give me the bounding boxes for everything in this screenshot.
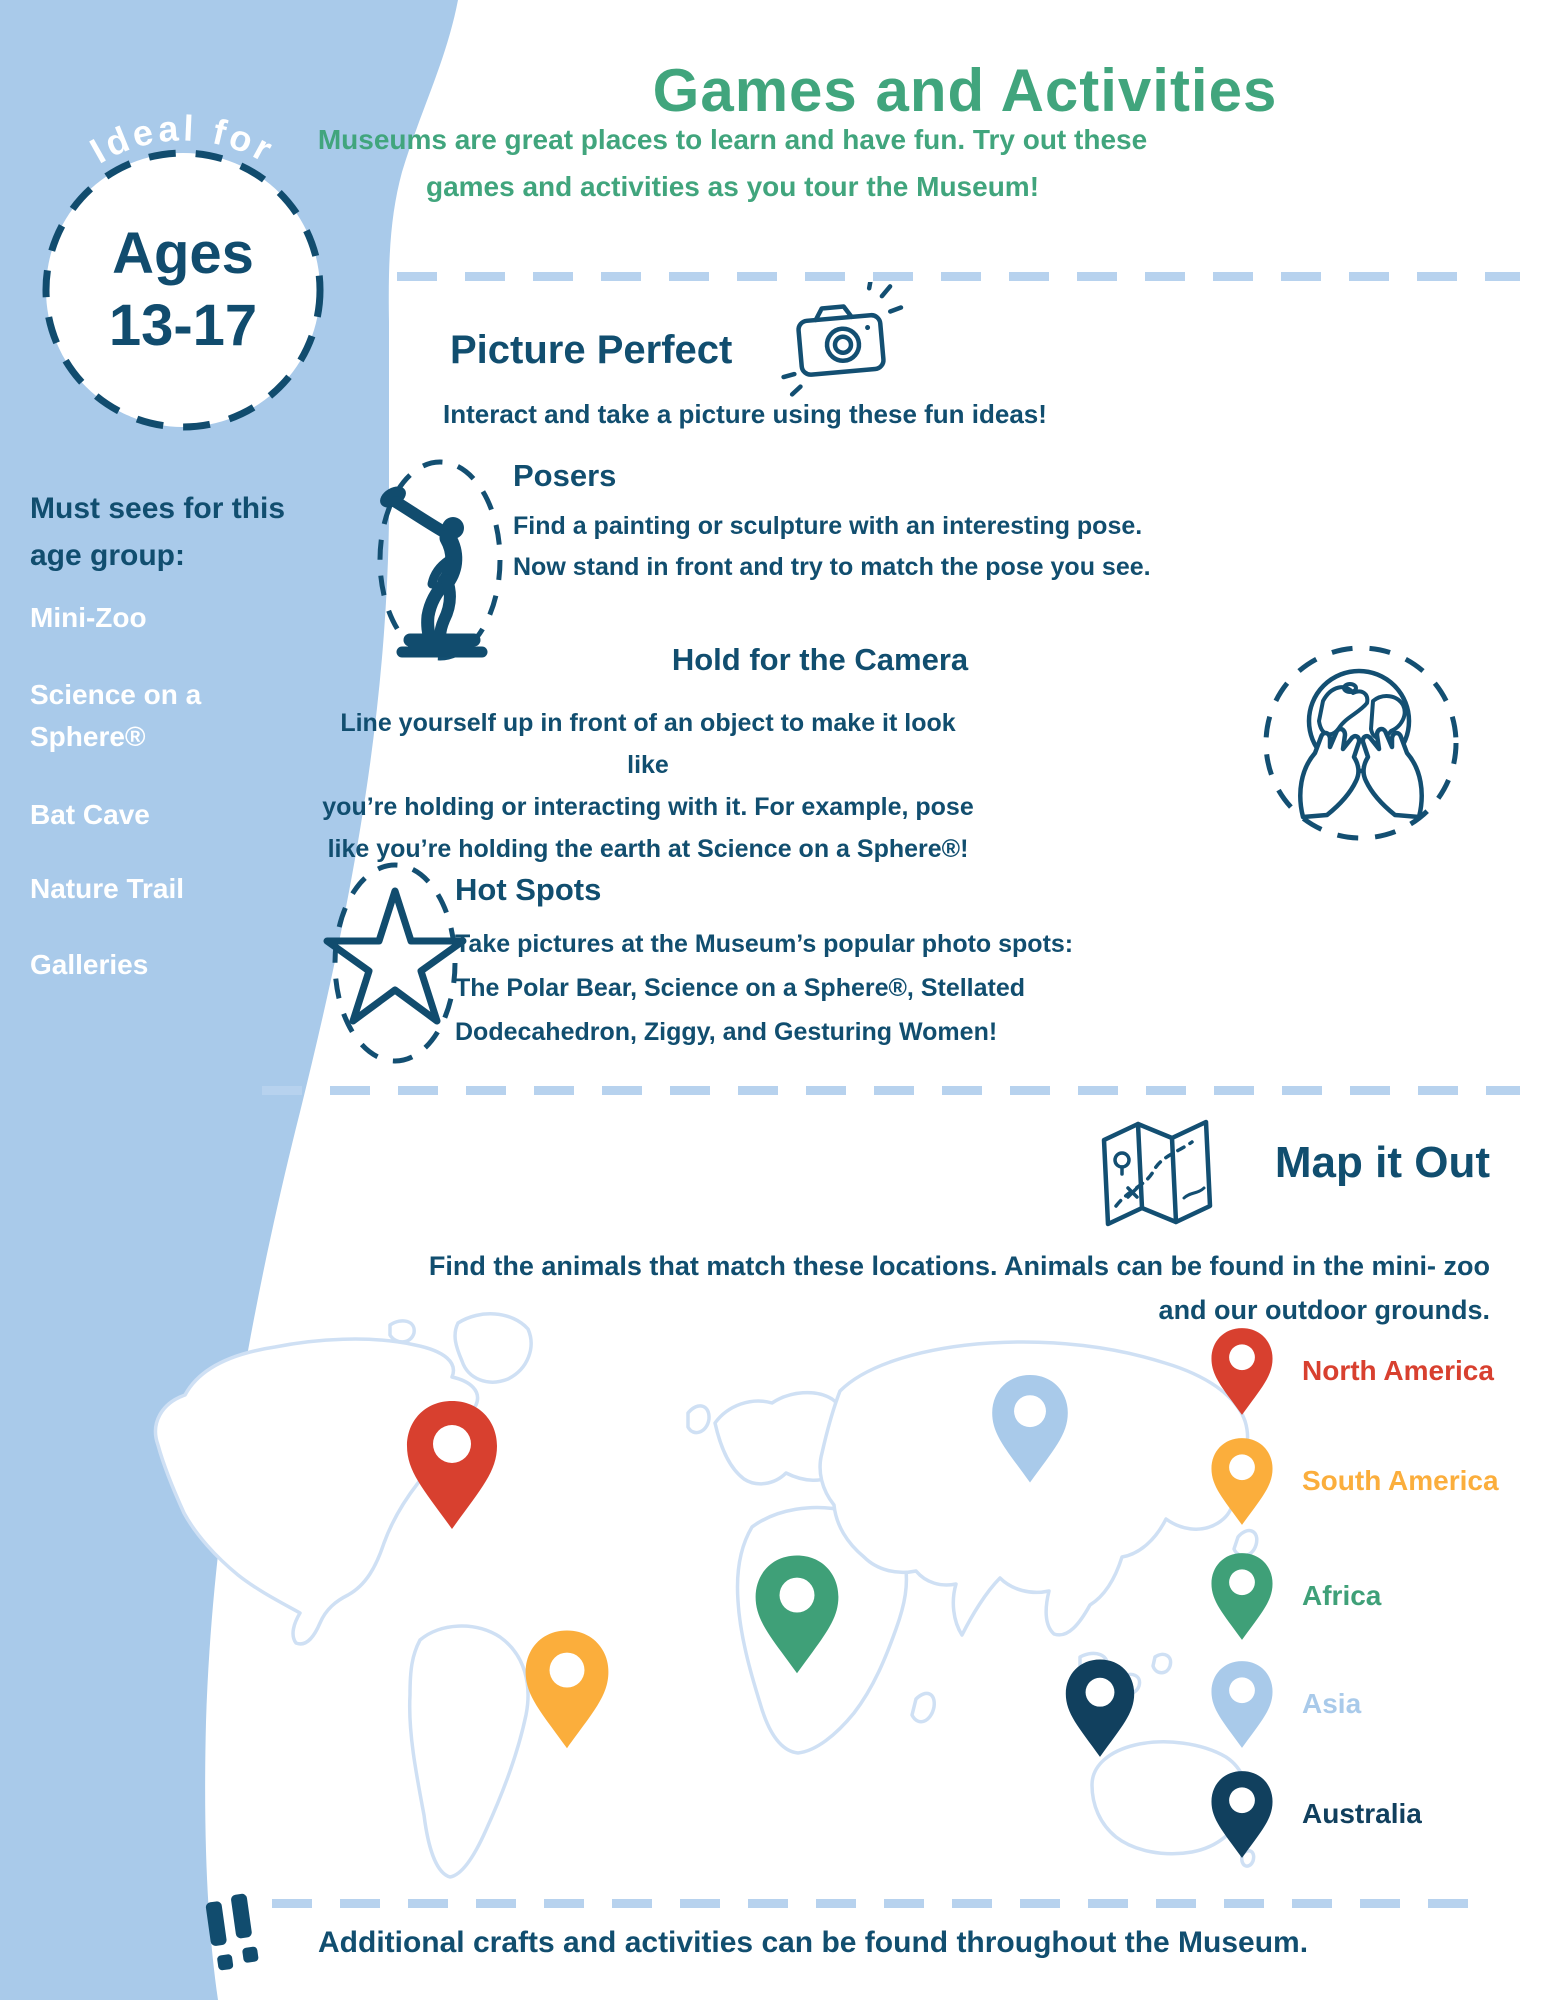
legend-pin-asia (1208, 1657, 1276, 1752)
ages-word: Ages (112, 221, 254, 286)
sidebar-heading-line1: Must sees for this (30, 492, 286, 525)
posers-text (513, 506, 1151, 588)
legend-row-africa (1208, 1548, 1381, 1644)
sidebar-item-science-on-a-sphere: Science on a Sphere® (30, 679, 202, 752)
camera-icon (770, 282, 920, 407)
legend-pin-north-america (1208, 1324, 1276, 1419)
double-exclamation-icon (200, 1893, 272, 1977)
hot-spots-text (455, 922, 1073, 1054)
page-title: Games and Activities (652, 57, 1278, 124)
legend-label-australia: Australia (1302, 1798, 1422, 1829)
dashed-divider-middle (262, 1086, 1520, 1095)
hot-spots-line3: Dodecahedron, Ziggy, and Gesturing Women! (455, 1018, 998, 1046)
hold-for-camera-heading: Hold for the Camera (671, 642, 969, 677)
legend-label-north-america: North America (1302, 1355, 1494, 1386)
map-intro-line1: Find the animals that match these locations. Animals can be found in the mini- zoo (428, 1251, 1490, 1281)
legend-row-asia (1208, 1656, 1361, 1752)
hold-for-camera-line1: Line yourself up in front of an object to make it look like (340, 709, 956, 779)
discus-statue-icon (368, 452, 518, 668)
hot-spots-line2: The Polar Bear, Science on a Sphere®, Stellated (455, 974, 1026, 1002)
page-subtitle-line2: games and activities as you tour the Museum! (425, 171, 1040, 202)
legend-pin-south-america (1208, 1434, 1276, 1529)
hold-for-camera-line3: like you’re holding the earth at Science on a Sphere®! (327, 835, 969, 863)
picture-perfect-heading: Picture Perfect (450, 328, 733, 372)
legend-row-australia (1208, 1766, 1422, 1862)
world-map (140, 1295, 1260, 1895)
map-it-out-heading: Map it Out (1274, 1138, 1490, 1187)
ages-badge (0, 0, 420, 560)
legend-label-africa: Africa (1302, 1580, 1382, 1611)
map-pin-south-america (526, 1631, 609, 1749)
sidebar-heading-line2: age group: (30, 539, 185, 572)
picture-perfect-intro: Interact and take a picture using these fun ideas! (443, 399, 1047, 429)
hot-spots-heading: Hot Spots (455, 872, 602, 907)
footer-note: Additional crafts and activities can be found throughout the Museum. (318, 1926, 1309, 1959)
continent-south-america (410, 1626, 528, 1877)
dashed-divider-bottom (272, 1899, 1490, 1908)
hot-spots-line1: Take pictures at the Museum’s popular photo spots: (455, 930, 1074, 958)
earth-in-hands-icon (1255, 637, 1467, 849)
hold-for-camera-line2: you’re holding or interacting with it. For example, pose (322, 793, 974, 821)
posers-text-line1: Find a painting or sculpture with an interesting pose. (513, 512, 1143, 540)
sidebar-item-nature-trail: Nature Trail (30, 873, 185, 904)
sidebar-heading (30, 485, 330, 579)
legend-label-asia: Asia (1302, 1688, 1362, 1719)
sidebar-item-mini-zoo: Mini-Zoo (30, 602, 147, 633)
legend-pin-australia (1208, 1767, 1276, 1862)
posers-heading: Posers (513, 458, 617, 493)
map-pin-north-america (407, 1401, 497, 1529)
ages-range: 13-17 (108, 293, 258, 358)
legend-row-south-america (1208, 1433, 1499, 1529)
legend-row-north-america (1208, 1323, 1494, 1419)
map-intro-line2: and our outdoor grounds. (1158, 1295, 1490, 1325)
sidebar-item-bat-cave: Bat Cave (30, 799, 150, 830)
legend-pin-africa (1208, 1549, 1276, 1644)
posers-text-line2: Now stand in front and try to match the pose you see. (513, 553, 1151, 581)
hold-for-camera-text (318, 702, 978, 870)
ideal-for-arc-label: Ideal for (83, 107, 283, 172)
sidebar-item-galleries: Galleries (30, 949, 149, 980)
legend-label-south-america: South America (1302, 1465, 1499, 1496)
continent-greenland (455, 1314, 531, 1382)
star-icon (323, 855, 468, 1075)
dashed-divider-top (397, 272, 1520, 281)
map-pin-australia (1066, 1660, 1134, 1757)
page-subtitle-line1: Museums are great places to learn and have fun. Try out these (317, 124, 1148, 155)
page-subtitle (140, 116, 1325, 210)
